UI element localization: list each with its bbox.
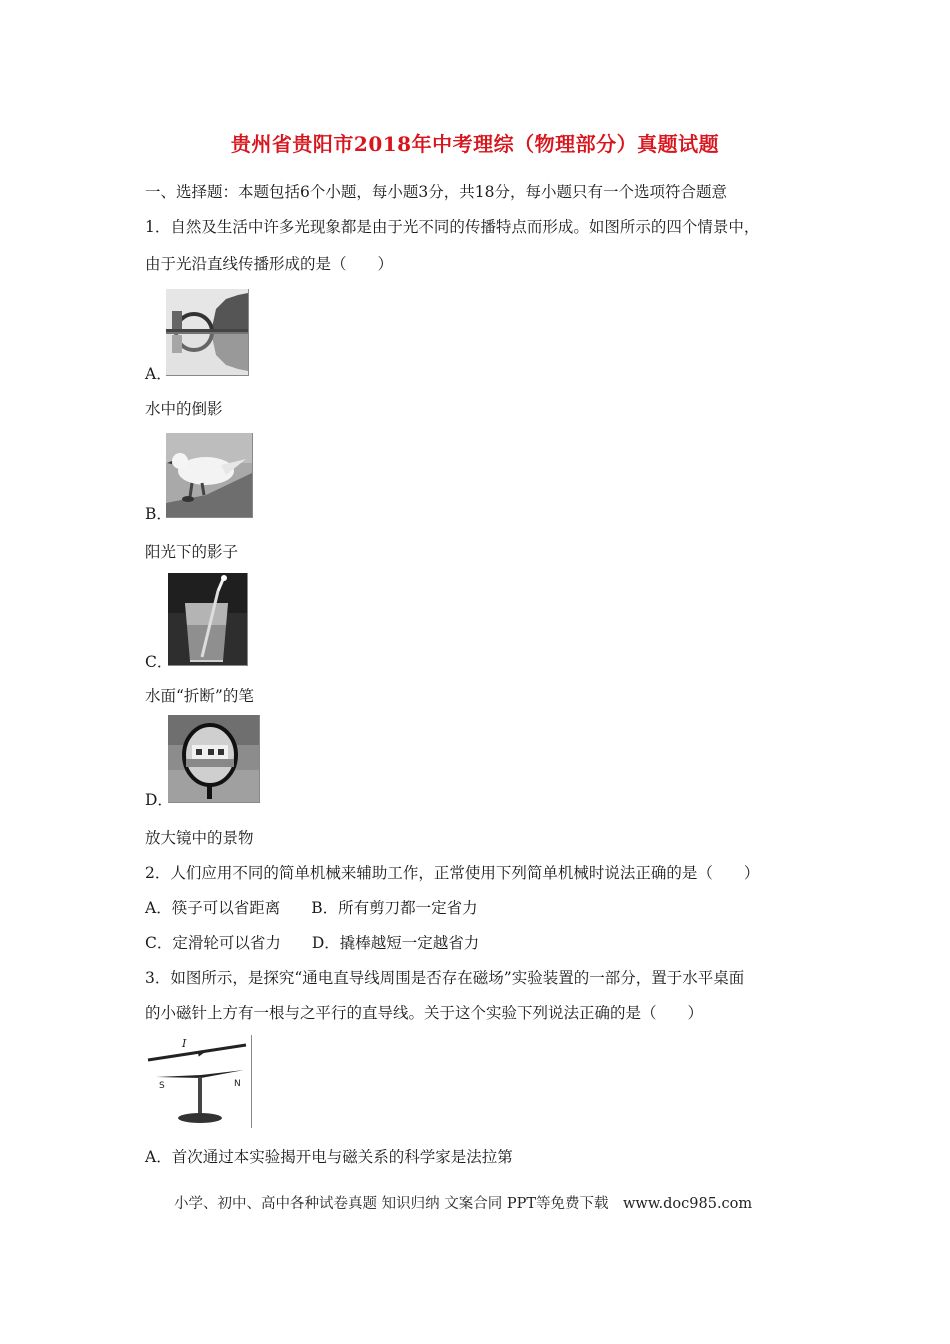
page-title: 贵州省贵阳市2018年中考理综（物理部分）真题试题 xyxy=(230,132,720,156)
figure-wire-and-compass xyxy=(146,1035,252,1128)
option-a-letter: A． xyxy=(145,365,172,383)
question-3-line-2: 的小磁针上方有一根与之平行的直导线。关于这个实验下列说法正确的是（ ） xyxy=(145,1004,704,1022)
question-3-line-1: 3．如图所示，是探究“通电直导线周围是否存在磁场”实验装置的一部分，置于水平桌面 xyxy=(145,969,745,987)
question-2-options-row-1: A．筷子可以省距离 B．所有剪刀都一定省力 xyxy=(145,899,478,917)
figure-magnifier-scene xyxy=(168,715,260,803)
option-c-letter: C． xyxy=(145,653,173,671)
figure-reflection-in-water xyxy=(166,289,249,376)
question-1-line-1: 1．自然及生活中许多光现象都是由于光不同的传播特点而形成。如图所示的四个情景中， xyxy=(145,218,760,236)
option-d-caption: 放大镜中的景物 xyxy=(145,829,254,847)
south-pole-label: S xyxy=(159,1081,165,1091)
option-d-letter: D． xyxy=(145,791,173,809)
figure-shadow-in-sunlight xyxy=(166,433,253,518)
section-heading: 一、选择题：本题包括6个小题，每小题3分，共18分，每小题只有一个选项符合题意 xyxy=(145,183,727,201)
question-2-options-row-2: C．定滑轮可以省力 D．撬棒越短一定越省力 xyxy=(145,934,480,952)
option-b-letter: B． xyxy=(145,505,172,523)
option-a-caption: 水中的倒影 xyxy=(145,400,223,418)
option-c-caption: 水面“折断”的笔 xyxy=(145,687,254,705)
north-pole-label: N xyxy=(234,1079,241,1089)
page-footer: 小学、初中、高中各种试卷真题 知识归纳 文案合同 PPT等免费下载 www.doc985.com xyxy=(174,1196,753,1212)
figure-pen-in-water xyxy=(168,573,248,666)
question-1-line-2: 由于光沿直线传播形成的是（ ） xyxy=(145,255,394,273)
question-3-option-a: A．首次通过本实验揭开电与磁关系的科学家是法拉第 xyxy=(145,1148,513,1166)
current-label: I xyxy=(182,1037,187,1050)
option-b-caption: 阳光下的影子 xyxy=(145,543,239,561)
question-2-stem: 2．人们应用不同的简单机械来辅助工作，正常使用下列简单机械时说法正确的是（ ） xyxy=(145,864,760,882)
